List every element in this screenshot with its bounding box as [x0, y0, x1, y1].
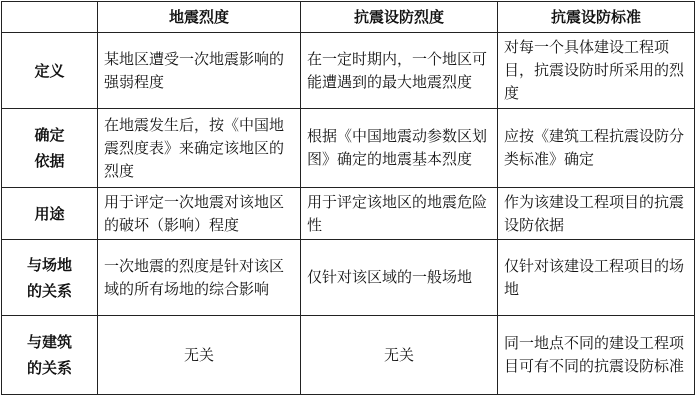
row-label-purpose: 用途	[2, 188, 98, 240]
row-label-definition: 定义	[2, 33, 98, 109]
table-cell: 用于评定该地区的地震危险性	[301, 188, 498, 240]
table-cell: 一次地震的烈度是针对该区域的所有场地的综合影响	[98, 240, 301, 316]
table-row	[2, 240, 695, 316]
table-row	[2, 109, 695, 188]
table-cell: 应按《建筑工程抗震设防分类标准》确定	[498, 109, 695, 188]
header-seismic-intensity: 地震烈度	[98, 2, 301, 33]
header-row	[2, 2, 695, 33]
table-cell: 在一定时期内，一个地区可能遭遇到的最大地震烈度	[301, 33, 498, 109]
row-label-basis: 确定依据	[2, 109, 98, 188]
table-cell: 无关	[301, 316, 498, 395]
table-row	[2, 188, 695, 240]
row-label-site-relation: 与场地的关系	[2, 240, 98, 316]
table-row	[2, 316, 695, 395]
header-fortification-intensity: 抗震设防烈度	[301, 2, 498, 33]
table-cell: 无关	[98, 316, 301, 395]
table-cell: 作为该建设工程项目的抗震设防依据	[498, 188, 695, 240]
header-fortification-standard: 抗震设防标准	[498, 2, 695, 33]
table-cell: 同一地点不同的建设工程项目可有不同的抗震设防标准	[498, 316, 695, 395]
table-cell: 用于评定一次地震对该地区的破坏（影响）程度	[98, 188, 301, 240]
header-corner-cell	[2, 2, 98, 33]
table-cell: 在地震发生后，按《中国地震烈度表》来确定该地区的烈度	[98, 109, 301, 188]
table-cell: 仅针对该建设工程项目的场地	[498, 240, 695, 316]
comparison-table	[1, 1, 695, 395]
table-row	[2, 33, 695, 109]
row-label-building-relation: 与建筑的关系	[2, 316, 98, 395]
table-cell: 仅针对该区域的一般场地	[301, 240, 498, 316]
table-cell: 对每一个具体建设工程项目，抗震设防时所采用的烈度	[498, 33, 695, 109]
table-cell: 某地区遭受一次地震影响的强弱程度	[98, 33, 301, 109]
table-cell: 根据《中国地震动参数区划图》确定的地震基本烈度	[301, 109, 498, 188]
